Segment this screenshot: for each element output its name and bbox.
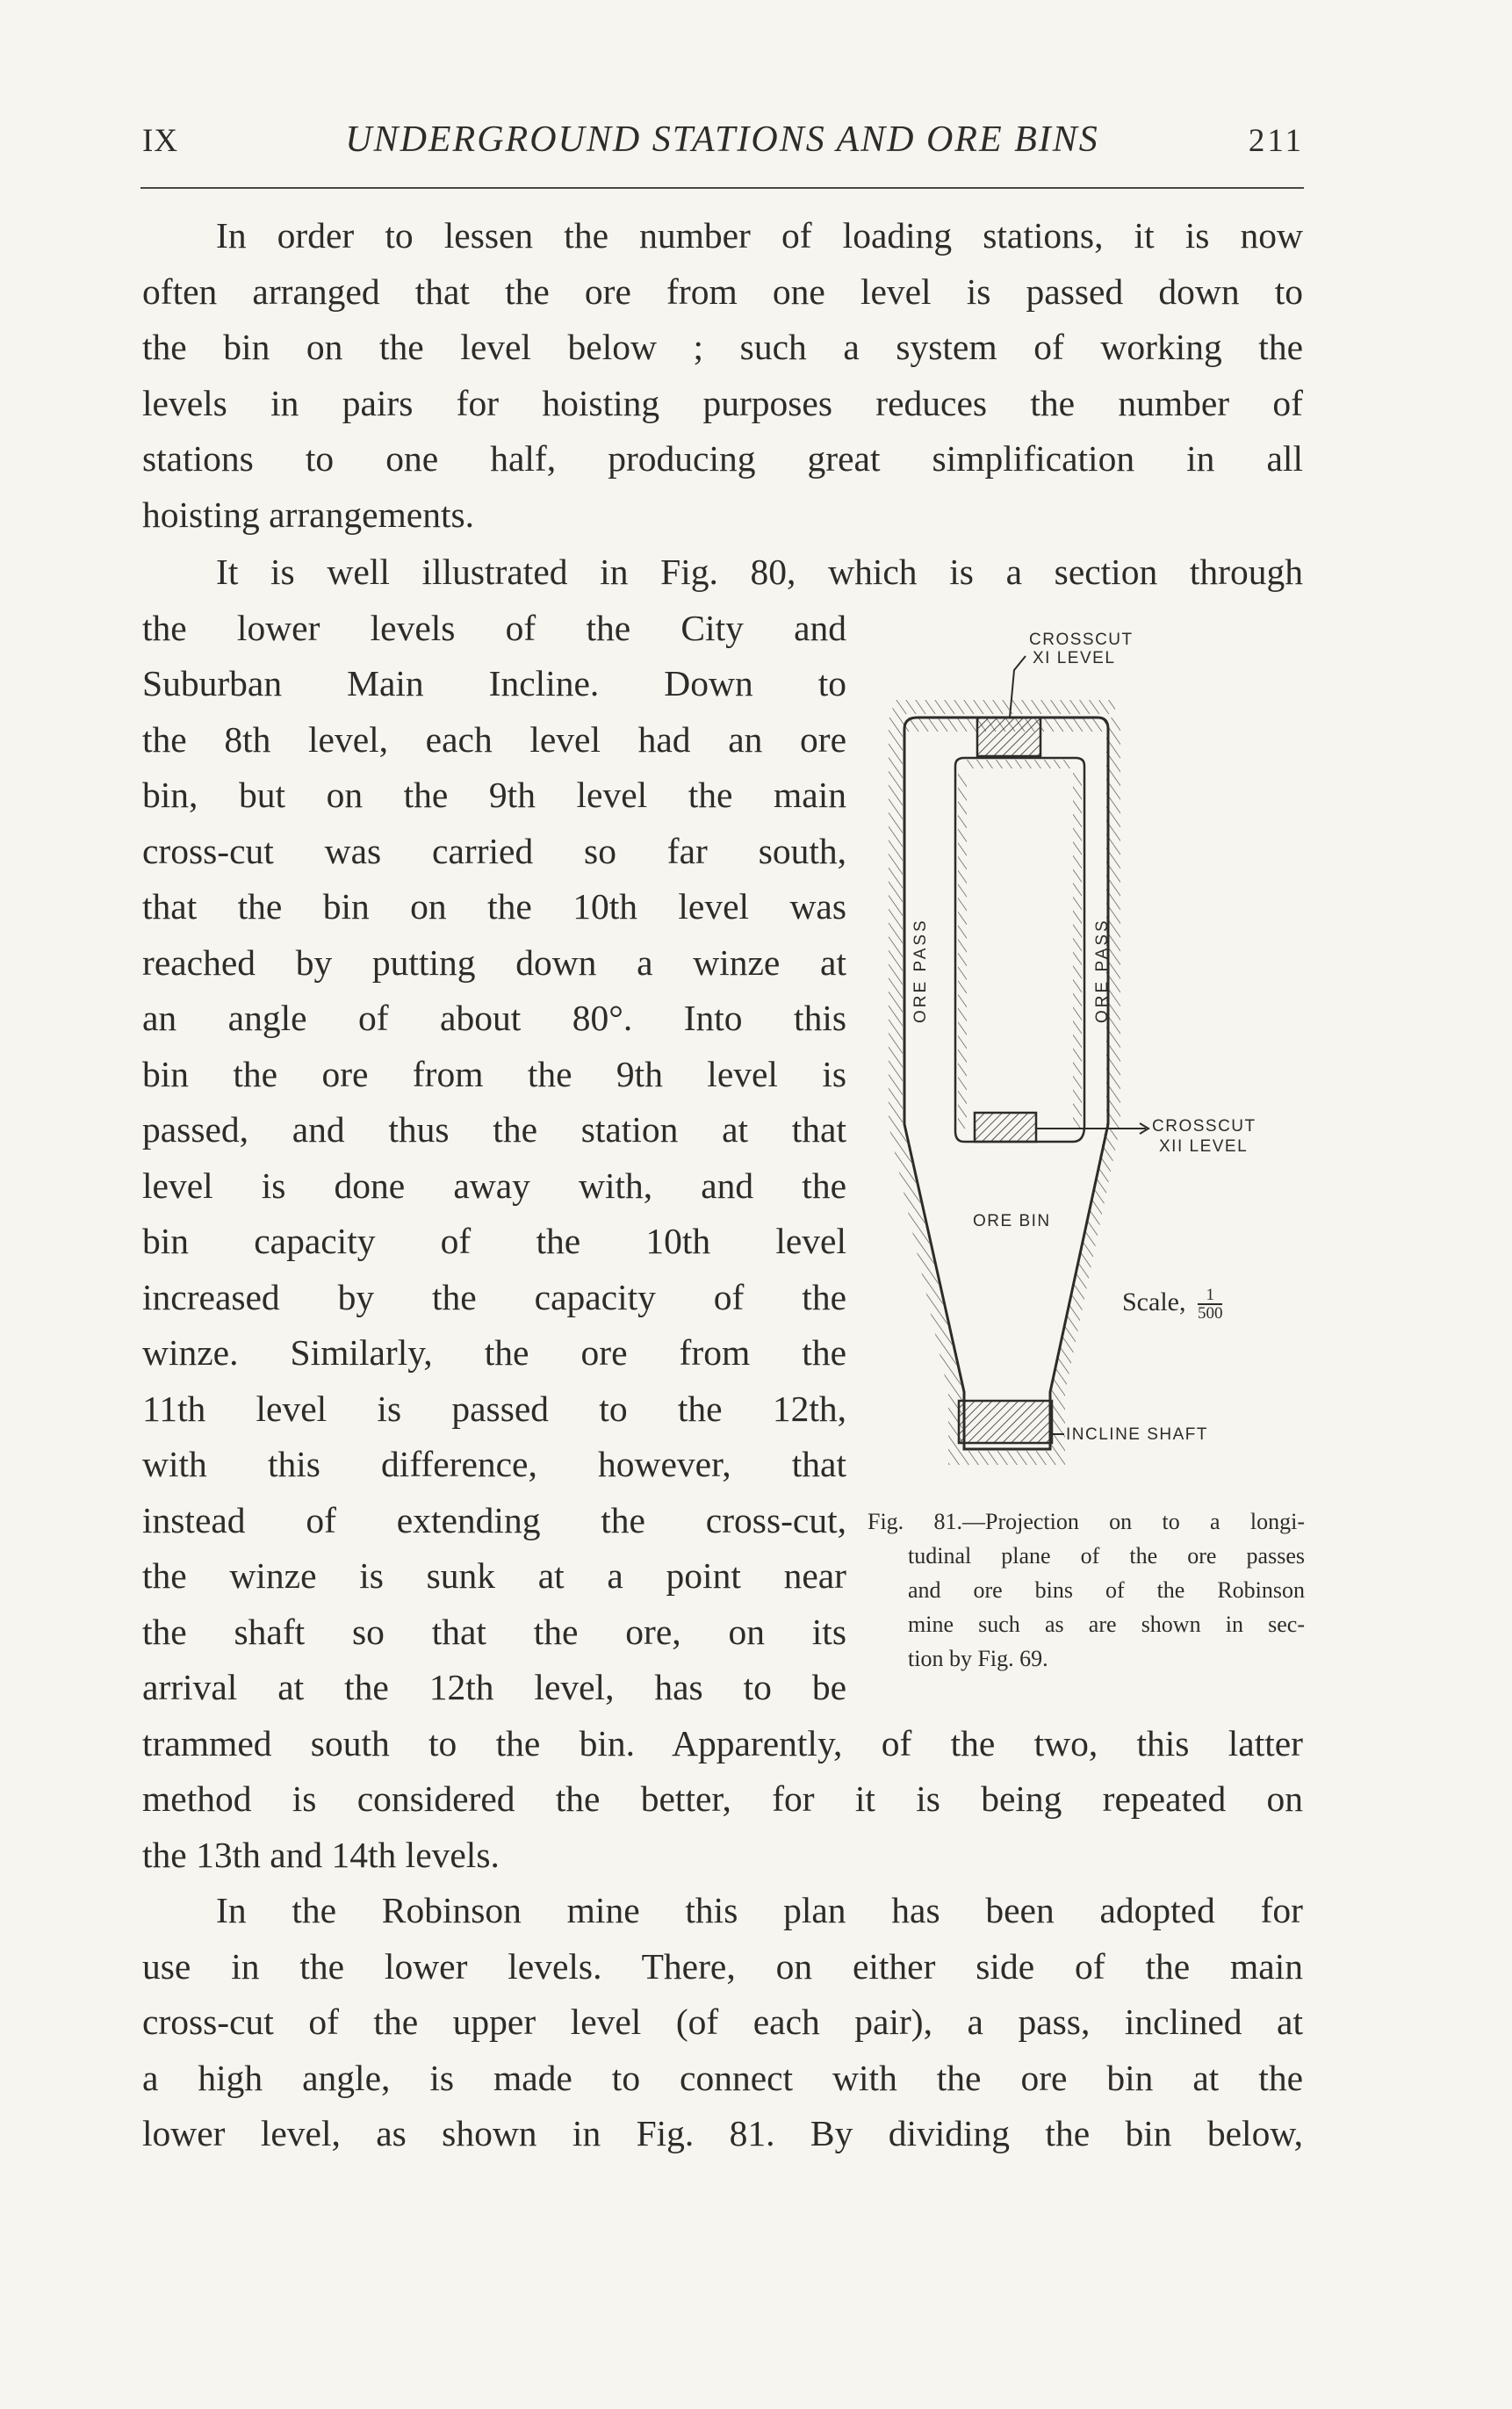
figure-81 — [878, 619, 1317, 1497]
text-line: the winze is sunk at a point near — [142, 1555, 846, 1596]
label-crosscut-xi: CROSSCUT — [1029, 631, 1134, 649]
text-line: that the bin on the 10th level was — [142, 886, 846, 927]
text-line: an angle of about 80°. Into this — [142, 998, 846, 1038]
crosscut-xii-block — [975, 1113, 1036, 1142]
text-line: the lower levels of the City and — [142, 607, 846, 648]
label-xi-level: XI LEVEL — [1033, 649, 1116, 667]
text-line: In the Robinson mine this plan has been adopted for — [216, 1890, 1303, 1930]
chapter-number: IX — [142, 123, 179, 159]
text-line: winze. Similarly, the ore from the — [142, 1332, 846, 1373]
text-line: hoisting arrangements. — [142, 494, 475, 535]
paragraph-1 — [142, 208, 1303, 543]
text-line: cross-cut was carried so far south, — [142, 830, 846, 871]
inner-pillar-hatching — [962, 764, 1077, 1129]
text-line: the bin on the level below ; such a system of working the — [142, 327, 1303, 367]
scale-numerator: 1 — [1198, 1287, 1223, 1305]
text-line: instead of extending the cross-cut, — [142, 1499, 846, 1540]
scale-label — [1122, 1287, 1222, 1322]
text-line: reached by putting down a winze at — [142, 941, 846, 983]
text-line: cross-cut of the upper level (of each pair), a pass, inclined at — [142, 2001, 1303, 2042]
scale-denominator: 500 — [1197, 1304, 1223, 1323]
label-xii-level: XII LEVEL — [1159, 1137, 1249, 1156]
text-line: In order to lessen the number of loading stations, it is now — [216, 215, 1303, 256]
text-line: level is done away with, and the — [142, 1165, 846, 1206]
text-line: passed, and thus the station at that — [142, 1109, 846, 1150]
text-line: arrival at the 12th level, has to be — [142, 1667, 846, 1707]
text-line: lower level, as shown in Fig. 81. By dividing the bin below, — [142, 2113, 1303, 2153]
text-line: the 13th and 14th levels. — [142, 1834, 500, 1875]
text-line: trammed south to the bin. Apparently, of the two, this latter — [142, 1722, 1303, 1763]
text-line: bin capacity of the 10th level — [142, 1221, 846, 1261]
text-line: levels in pairs for hoisting purposes reduces the number of — [142, 382, 1303, 423]
running-header — [140, 119, 1304, 168]
scale-text: Scale, — [1122, 1287, 1186, 1316]
text-line: increased by the capacity of the — [142, 1276, 846, 1317]
page-number: 211 — [1248, 123, 1304, 159]
scale-fraction — [1198, 1287, 1223, 1322]
label-ore-pass-left: ORE PASS — [911, 918, 930, 1023]
text-line: stations to one half, producing great simplification in all — [142, 438, 1303, 479]
text-line: It is well illustrated in Fig. 80, which is a section through — [216, 552, 1303, 592]
label-crosscut-xii: CROSSCUT — [1152, 1117, 1256, 1136]
caption-line: Fig. 81.—Projection on to a longi- — [868, 1509, 1305, 1534]
running-title: UNDERGROUND STATIONS AND ORE BINS — [345, 119, 1099, 160]
text-line: the shaft so that the ore, on its — [142, 1611, 846, 1652]
text-line: method is considered the better, for it is being repeated on — [142, 1778, 1303, 1819]
text-line: use in the lower levels. There, on either side of the main — [142, 1945, 1303, 1987]
inner-pillar — [955, 758, 1084, 1142]
outer-rock-hatching — [896, 707, 1115, 1458]
caption-line: tudinal plane of the ore passes — [908, 1543, 1305, 1569]
text-line: often arranged that the ore from one level is passed down to — [142, 270, 1303, 312]
text-line: 11th level is passed to the 12th, — [142, 1388, 846, 1429]
text-line: Suburban Main Incline. Down to — [142, 663, 846, 703]
header-rule — [140, 187, 1304, 189]
text-line: a high angle, is made to connect with the ore bin at the — [142, 2057, 1303, 2098]
label-ore-bin: ORE BIN — [973, 1212, 1051, 1230]
label-incline-shaft: INCLINE SHAFT — [1066, 1425, 1209, 1444]
caption-line: tion by Fig. 69. — [908, 1646, 1048, 1671]
label-ore-pass-right: ORE PASS — [1093, 918, 1112, 1023]
caption-line: mine such as are shown in sec- — [908, 1612, 1305, 1637]
incline-shaft-block — [959, 1401, 1052, 1443]
crosscut-xi-block — [977, 718, 1040, 756]
text-line: with this difference, however, that — [142, 1444, 846, 1484]
figure-caption — [868, 1504, 1305, 1676]
ore-bin-diagram — [878, 619, 1317, 1497]
text-line: the 8th level, each level had an ore — [142, 718, 846, 760]
caption-line: and ore bins of the Robinson — [908, 1577, 1305, 1603]
text-line: bin, but on the 9th level the main — [142, 775, 846, 815]
text-line: bin the ore from the 9th level is — [142, 1053, 846, 1094]
